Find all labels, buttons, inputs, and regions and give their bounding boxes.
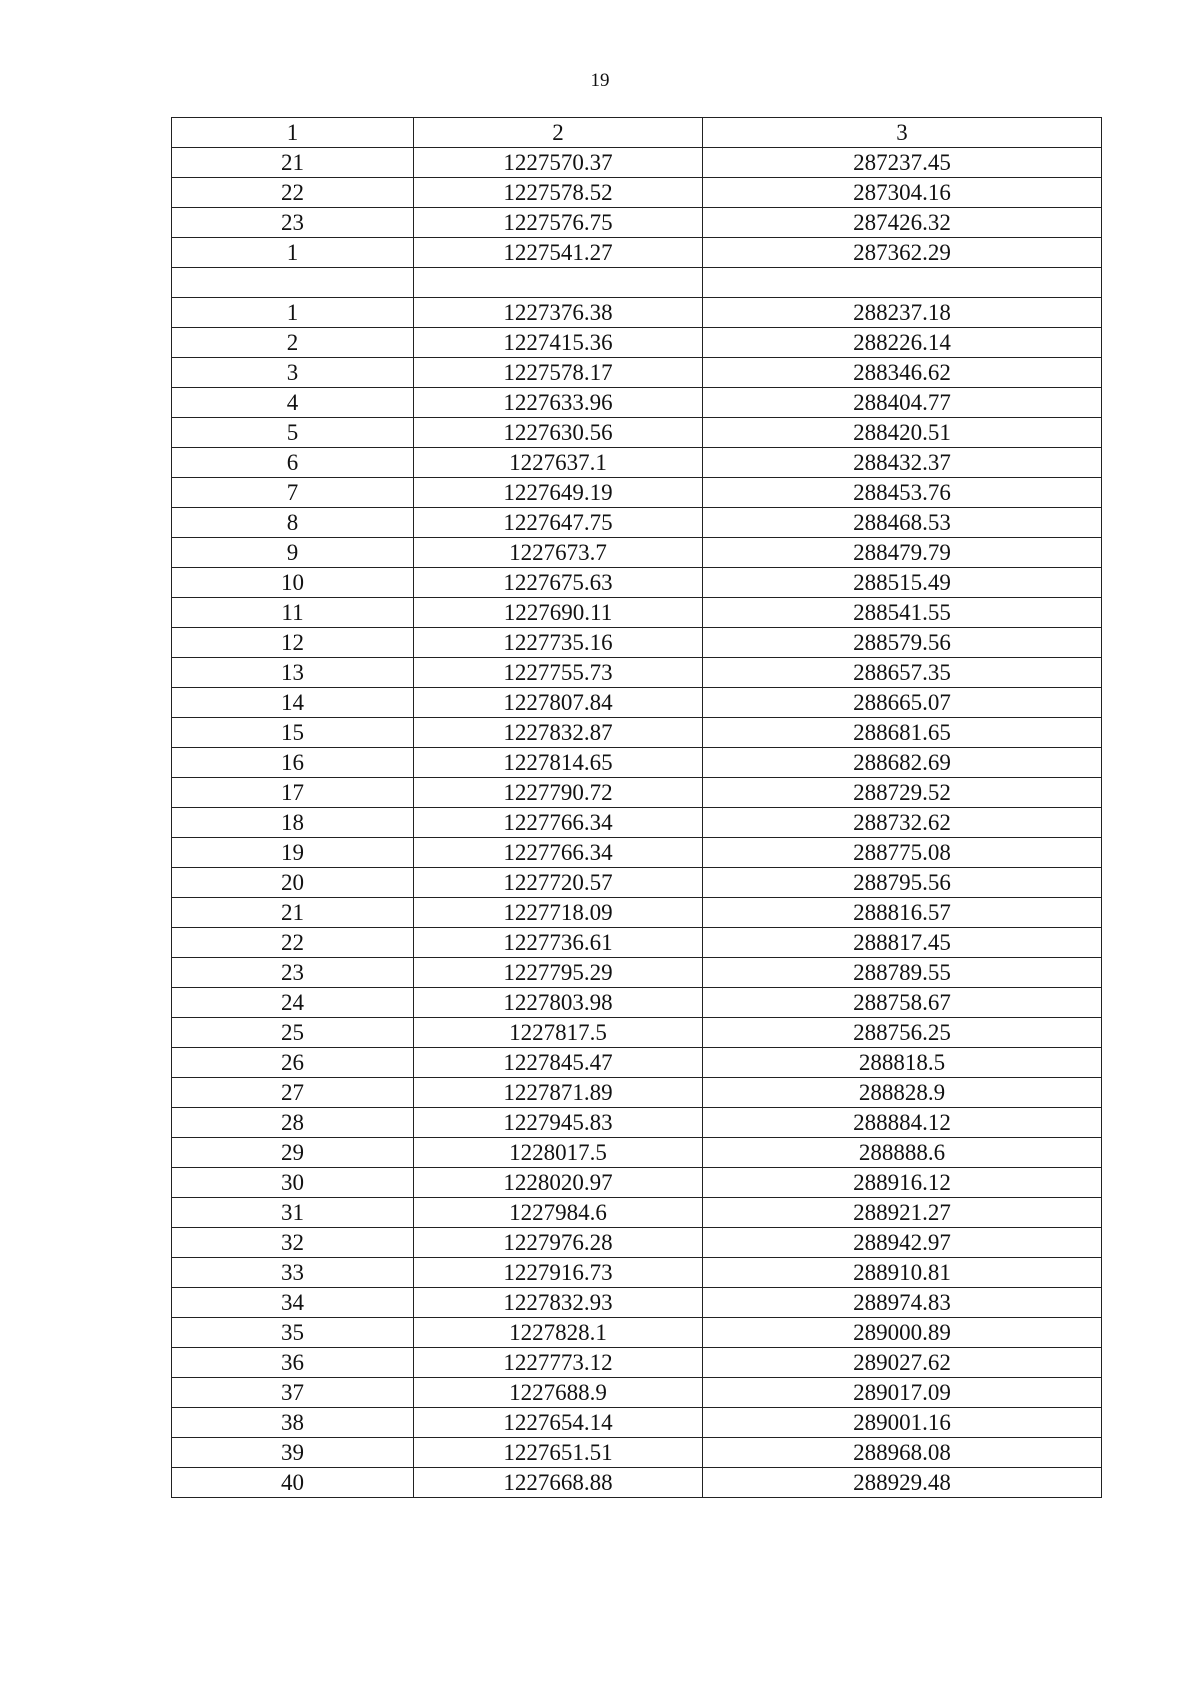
table-row <box>172 658 1102 688</box>
x-coordinate-cell: 1227376.38 <box>414 298 703 328</box>
y-coordinate-cell: 288756.25 <box>703 1018 1102 1048</box>
y-coordinate-cell: 288775.08 <box>703 838 1102 868</box>
table-row <box>172 538 1102 568</box>
point-number-cell: 32 <box>172 1228 414 1258</box>
point-number-cell: 7 <box>172 478 414 508</box>
point-number-cell: 30 <box>172 1168 414 1198</box>
table-row <box>172 1288 1102 1318</box>
table-row <box>172 328 1102 358</box>
y-coordinate-cell: 289000.89 <box>703 1318 1102 1348</box>
y-coordinate-cell: 288789.55 <box>703 958 1102 988</box>
coordinates-table <box>171 117 1102 1498</box>
x-coordinate-cell: 1227735.16 <box>414 628 703 658</box>
y-coordinate-cell: 288828.9 <box>703 1078 1102 1108</box>
point-number-cell: 34 <box>172 1288 414 1318</box>
x-coordinate-cell: 1227673.7 <box>414 538 703 568</box>
x-coordinate-cell: 1227578.17 <box>414 358 703 388</box>
y-coordinate-cell: 288921.27 <box>703 1198 1102 1228</box>
x-coordinate-cell: 1227630.56 <box>414 418 703 448</box>
table-row <box>172 778 1102 808</box>
table-row <box>172 1378 1102 1408</box>
y-coordinate-cell: 287426.32 <box>703 208 1102 238</box>
x-coordinate-cell: 1228020.97 <box>414 1168 703 1198</box>
table-row <box>172 1138 1102 1168</box>
column-header-1: 1 <box>172 118 414 148</box>
table-row <box>172 1228 1102 1258</box>
x-coordinate-cell: 1227649.19 <box>414 478 703 508</box>
table-row <box>172 958 1102 988</box>
x-coordinate-cell: 1227814.65 <box>414 748 703 778</box>
x-coordinate-cell: 1227984.6 <box>414 1198 703 1228</box>
y-coordinate-cell: 288657.35 <box>703 658 1102 688</box>
table-row <box>172 478 1102 508</box>
x-coordinate-cell: 1227828.1 <box>414 1318 703 1348</box>
point-number-cell: 1 <box>172 298 414 328</box>
y-coordinate-cell: 288888.6 <box>703 1138 1102 1168</box>
table-body <box>172 118 1102 1498</box>
point-number-cell: 4 <box>172 388 414 418</box>
point-number-cell: 22 <box>172 928 414 958</box>
point-number-cell: 35 <box>172 1318 414 1348</box>
x-coordinate-cell: 1227570.37 <box>414 148 703 178</box>
y-coordinate-cell: 288916.12 <box>703 1168 1102 1198</box>
x-coordinate-cell: 1228017.5 <box>414 1138 703 1168</box>
table-row <box>172 1108 1102 1138</box>
table-row <box>172 748 1102 778</box>
x-coordinate-cell: 1227773.12 <box>414 1348 703 1378</box>
y-coordinate-cell: 288968.08 <box>703 1438 1102 1468</box>
y-coordinate-cell: 288910.81 <box>703 1258 1102 1288</box>
point-number-cell: 5 <box>172 418 414 448</box>
y-coordinate-cell: 288665.07 <box>703 688 1102 718</box>
y-coordinate-cell: 288226.14 <box>703 328 1102 358</box>
point-number-cell: 20 <box>172 868 414 898</box>
x-coordinate-cell: 1227976.28 <box>414 1228 703 1258</box>
y-coordinate-cell: 288346.62 <box>703 358 1102 388</box>
x-coordinate-cell: 1227790.72 <box>414 778 703 808</box>
table-row <box>172 358 1102 388</box>
point-number-cell: 23 <box>172 208 414 238</box>
x-coordinate-cell: 1227654.14 <box>414 1408 703 1438</box>
x-coordinate-cell: 1227832.93 <box>414 1288 703 1318</box>
table-row <box>172 898 1102 928</box>
point-number-cell: 3 <box>172 358 414 388</box>
point-number-cell: 6 <box>172 448 414 478</box>
y-coordinate-cell: 288732.62 <box>703 808 1102 838</box>
point-number-cell: 38 <box>172 1408 414 1438</box>
table-row <box>172 1258 1102 1288</box>
y-coordinate-cell <box>703 268 1102 298</box>
column-header-2: 2 <box>414 118 703 148</box>
x-coordinate-cell: 1227945.83 <box>414 1108 703 1138</box>
x-coordinate-cell: 1227807.84 <box>414 688 703 718</box>
y-coordinate-cell: 288541.55 <box>703 598 1102 628</box>
point-number-cell: 31 <box>172 1198 414 1228</box>
point-number-cell: 37 <box>172 1378 414 1408</box>
point-number-cell: 28 <box>172 1108 414 1138</box>
point-number-cell: 19 <box>172 838 414 868</box>
point-number-cell: 14 <box>172 688 414 718</box>
table-row <box>172 1048 1102 1078</box>
point-number-cell: 1 <box>172 238 414 268</box>
table-row <box>172 1078 1102 1108</box>
page-number: 19 <box>590 70 610 91</box>
table-row <box>172 628 1102 658</box>
point-number-cell <box>172 268 414 298</box>
y-coordinate-cell: 288929.48 <box>703 1468 1102 1498</box>
table-row <box>172 688 1102 718</box>
x-coordinate-cell: 1227832.87 <box>414 718 703 748</box>
table-row <box>172 418 1102 448</box>
point-number-cell: 15 <box>172 718 414 748</box>
table-row <box>172 268 1102 298</box>
table-row <box>172 838 1102 868</box>
point-number-cell: 29 <box>172 1138 414 1168</box>
y-coordinate-cell: 287237.45 <box>703 148 1102 178</box>
y-coordinate-cell: 287362.29 <box>703 238 1102 268</box>
point-number-cell: 25 <box>172 1018 414 1048</box>
table-row <box>172 1348 1102 1378</box>
point-number-cell: 24 <box>172 988 414 1018</box>
x-coordinate-cell: 1227718.09 <box>414 898 703 928</box>
point-number-cell: 9 <box>172 538 414 568</box>
table-header-row <box>172 118 1102 148</box>
table-row <box>172 148 1102 178</box>
x-coordinate-cell: 1227651.51 <box>414 1438 703 1468</box>
x-coordinate-cell: 1227766.34 <box>414 838 703 868</box>
y-coordinate-cell: 288816.57 <box>703 898 1102 928</box>
x-coordinate-cell: 1227766.34 <box>414 808 703 838</box>
x-coordinate-cell: 1227720.57 <box>414 868 703 898</box>
x-coordinate-cell: 1227688.9 <box>414 1378 703 1408</box>
y-coordinate-cell: 288682.69 <box>703 748 1102 778</box>
y-coordinate-cell: 288729.52 <box>703 778 1102 808</box>
y-coordinate-cell: 289027.62 <box>703 1348 1102 1378</box>
y-coordinate-cell: 288974.83 <box>703 1288 1102 1318</box>
point-number-cell: 12 <box>172 628 414 658</box>
table-row <box>172 178 1102 208</box>
x-coordinate-cell: 1227690.11 <box>414 598 703 628</box>
table-row <box>172 928 1102 958</box>
x-coordinate-cell: 1227755.73 <box>414 658 703 688</box>
table-row <box>172 1018 1102 1048</box>
point-number-cell: 22 <box>172 178 414 208</box>
point-number-cell: 21 <box>172 148 414 178</box>
y-coordinate-cell: 288817.45 <box>703 928 1102 958</box>
x-coordinate-cell: 1227795.29 <box>414 958 703 988</box>
y-coordinate-cell: 288479.79 <box>703 538 1102 568</box>
column-header-3: 3 <box>703 118 1102 148</box>
table-row <box>172 1318 1102 1348</box>
x-coordinate-cell <box>414 268 703 298</box>
y-coordinate-cell: 288884.12 <box>703 1108 1102 1138</box>
y-coordinate-cell: 288758.67 <box>703 988 1102 1018</box>
point-number-cell: 18 <box>172 808 414 838</box>
y-coordinate-cell: 288237.18 <box>703 298 1102 328</box>
table-row <box>172 238 1102 268</box>
x-coordinate-cell: 1227637.1 <box>414 448 703 478</box>
x-coordinate-cell: 1227578.52 <box>414 178 703 208</box>
table-row <box>172 718 1102 748</box>
point-number-cell: 40 <box>172 1468 414 1498</box>
table-row <box>172 508 1102 538</box>
point-number-cell: 39 <box>172 1438 414 1468</box>
x-coordinate-cell: 1227871.89 <box>414 1078 703 1108</box>
x-coordinate-cell: 1227633.96 <box>414 388 703 418</box>
x-coordinate-cell: 1227576.75 <box>414 208 703 238</box>
x-coordinate-cell: 1227916.73 <box>414 1258 703 1288</box>
point-number-cell: 23 <box>172 958 414 988</box>
table-row <box>172 1408 1102 1438</box>
point-number-cell: 10 <box>172 568 414 598</box>
y-coordinate-cell: 288795.56 <box>703 868 1102 898</box>
table-row <box>172 988 1102 1018</box>
y-coordinate-cell: 288468.53 <box>703 508 1102 538</box>
y-coordinate-cell: 288681.65 <box>703 718 1102 748</box>
y-coordinate-cell: 288404.77 <box>703 388 1102 418</box>
table-row <box>172 298 1102 328</box>
y-coordinate-cell: 288942.97 <box>703 1228 1102 1258</box>
table-row <box>172 868 1102 898</box>
point-number-cell: 27 <box>172 1078 414 1108</box>
table-row <box>172 1198 1102 1228</box>
point-number-cell: 36 <box>172 1348 414 1378</box>
point-number-cell: 21 <box>172 898 414 928</box>
x-coordinate-cell: 1227845.47 <box>414 1048 703 1078</box>
y-coordinate-cell: 288432.37 <box>703 448 1102 478</box>
point-number-cell: 33 <box>172 1258 414 1288</box>
x-coordinate-cell: 1227817.5 <box>414 1018 703 1048</box>
point-number-cell: 11 <box>172 598 414 628</box>
table-row <box>172 1168 1102 1198</box>
x-coordinate-cell: 1227736.61 <box>414 928 703 958</box>
point-number-cell: 17 <box>172 778 414 808</box>
y-coordinate-cell: 288579.56 <box>703 628 1102 658</box>
point-number-cell: 8 <box>172 508 414 538</box>
table-row <box>172 598 1102 628</box>
table-row <box>172 568 1102 598</box>
y-coordinate-cell: 288818.5 <box>703 1048 1102 1078</box>
x-coordinate-cell: 1227668.88 <box>414 1468 703 1498</box>
x-coordinate-cell: 1227675.63 <box>414 568 703 598</box>
table-row <box>172 1468 1102 1498</box>
table-row <box>172 448 1102 478</box>
point-number-cell: 16 <box>172 748 414 778</box>
y-coordinate-cell: 287304.16 <box>703 178 1102 208</box>
x-coordinate-cell: 1227647.75 <box>414 508 703 538</box>
y-coordinate-cell: 288515.49 <box>703 568 1102 598</box>
point-number-cell: 26 <box>172 1048 414 1078</box>
table-row <box>172 208 1102 238</box>
y-coordinate-cell: 289001.16 <box>703 1408 1102 1438</box>
y-coordinate-cell: 288420.51 <box>703 418 1102 448</box>
table-row <box>172 388 1102 418</box>
table-row <box>172 1438 1102 1468</box>
point-number-cell: 13 <box>172 658 414 688</box>
point-number-cell: 2 <box>172 328 414 358</box>
y-coordinate-cell: 289017.09 <box>703 1378 1102 1408</box>
x-coordinate-cell: 1227415.36 <box>414 328 703 358</box>
y-coordinate-cell: 288453.76 <box>703 478 1102 508</box>
x-coordinate-cell: 1227541.27 <box>414 238 703 268</box>
table-row <box>172 808 1102 838</box>
x-coordinate-cell: 1227803.98 <box>414 988 703 1018</box>
